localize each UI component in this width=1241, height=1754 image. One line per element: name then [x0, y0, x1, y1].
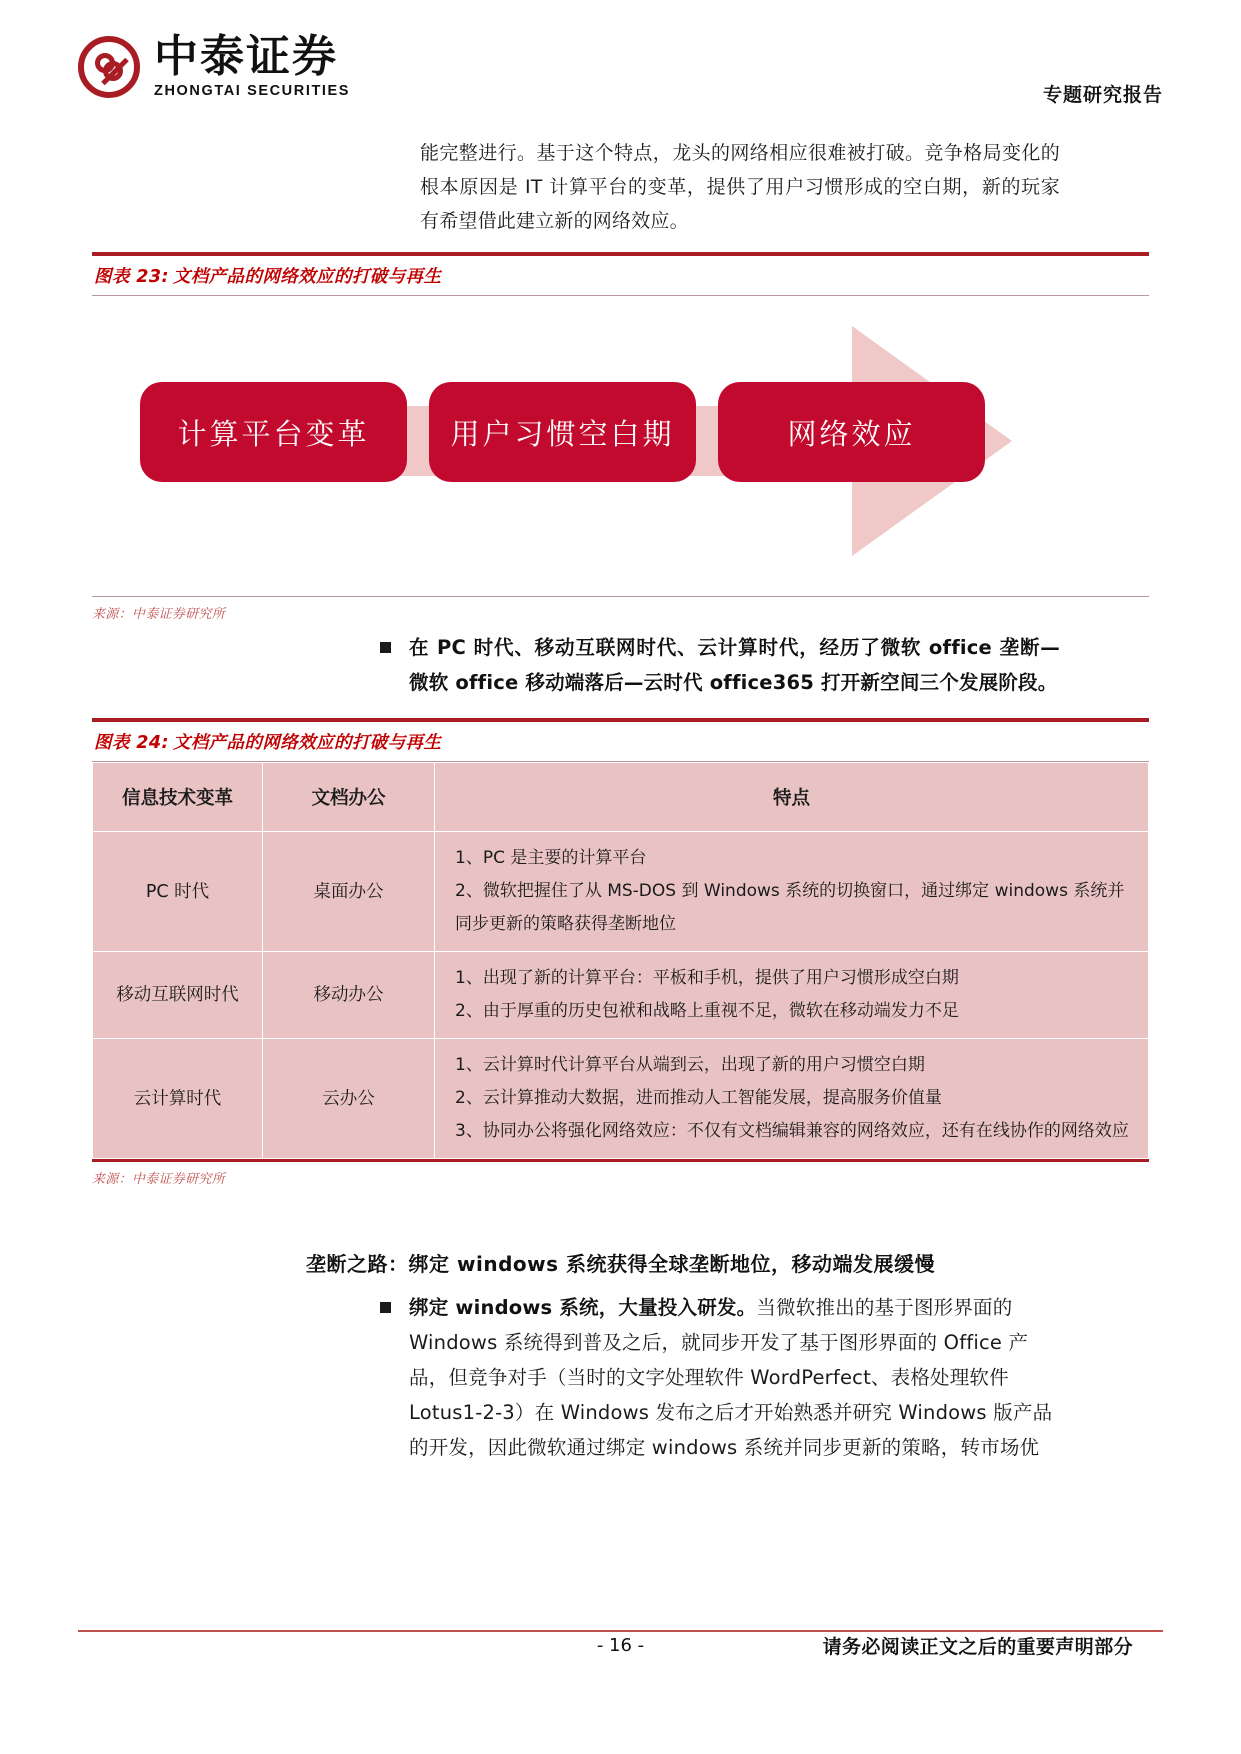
cell-office-3: 云办公: [263, 1039, 435, 1159]
stage-pill-1: 计算平台变革: [140, 382, 407, 482]
figure-23-title: 文档产品的网络效应的打破与再生: [172, 267, 442, 287]
closing-bullet-body: [409, 1290, 1060, 1465]
footer-disclaimer: 请务必阅读正文之后的重要声明部分: [822, 1635, 1133, 1658]
table-row: [93, 1039, 1149, 1159]
section-heading: 垄断之路：绑定 windows 系统获得全球垄断地位，移动端发展缓慢: [306, 1252, 935, 1276]
feature-line: 1、出现了新的计算平台：平板和手机，提供了用户习惯形成空白期: [455, 968, 959, 988]
cell-tech-3: 云计算时代: [93, 1039, 263, 1159]
cell-features-1: [435, 832, 1149, 952]
feature-line: 1、PC 是主要的计算平台: [455, 848, 647, 868]
figure-24-caption: [92, 722, 1149, 761]
figure-23: [92, 252, 1149, 622]
cell-features-3: [435, 1039, 1149, 1159]
brand-name-en: ZHONGTAI SECURITIES: [154, 83, 351, 100]
tech-evolution-table: [92, 762, 1149, 1159]
figure-23-caption: [92, 256, 1149, 295]
stage-pill-row: [140, 382, 985, 482]
page-header: [78, 31, 1163, 120]
column-header-office: 文档办公: [263, 763, 435, 832]
figure-24: [92, 718, 1149, 1187]
cell-office-1: 桌面办公: [263, 832, 435, 952]
table-header-row: [93, 763, 1149, 832]
feature-line: 2、由于厚重的历史包袱和战略上重视不足，微软在移动端发力不足: [455, 1001, 959, 1021]
cell-features-2: [435, 952, 1149, 1039]
feature-line: 2、微软把握住了从 MS-DOS 到 Windows 系统的切换窗口，通过绑定 windows 系统并同步更新的策略获得垄断地位: [455, 881, 1125, 934]
table-row: [93, 832, 1149, 952]
figure-23-source: 来源：中泰证券研究所: [92, 607, 226, 622]
page-number: - 16 -: [596, 1634, 645, 1656]
figure-24-title: 文档产品的网络效应的打破与再生: [172, 733, 442, 753]
mid-bullet-block: [380, 630, 1060, 700]
feature-line: 3、协同办公将强化网络效应：不仅有文档编辑兼容的网络效应，还有在线协作的网络效应: [455, 1121, 1129, 1141]
cell-office-2: 移动办公: [263, 952, 435, 1039]
figure-23-label: 图表 23:: [94, 267, 169, 287]
stage-pill-2: 用户习惯空白期: [429, 382, 696, 482]
figure-24-label: 图表 24:: [94, 733, 169, 753]
brand-text: [154, 31, 351, 100]
figure-24-source: 来源：中泰证券研究所: [92, 1172, 226, 1187]
section-heading-block: [92, 1248, 1149, 1277]
mid-bullet-row: [380, 630, 1060, 700]
closing-bullet-row: [380, 1290, 1060, 1465]
table-row: [93, 952, 1149, 1039]
brand-name-cn: 中泰证券: [154, 31, 338, 82]
cell-tech-1: PC 时代: [93, 832, 263, 952]
closing-bullet-text: 当微软推出的基于图形界面的 Windows 系统得到普及之后，就同步开发了基于图形界面的 Office 产品，但竞争对手（当时的文字处理软件 WordPerfect、表格处理软件 Lotus1-2-3）在 Windows 发布之后才开始熟悉并研究 Windows 版产品的开发，因此微软通过绑定 windows 系统并同步更新的策略，转市场优: [409, 1296, 1053, 1459]
cell-tech-2: 移动互联网时代: [93, 952, 263, 1039]
logo-bar-shape: [101, 57, 129, 85]
zhongtai-logo-icon: [78, 36, 140, 98]
closing-bullet-block: [380, 1290, 1060, 1465]
feature-line: 2、云计算推动大数据，进而推动人工智能发展，提高服务价值量: [455, 1088, 942, 1108]
intro-paragraph-block: [420, 136, 1060, 238]
column-header-features: 特点: [435, 763, 1149, 832]
stage-pill-3: 网络效应: [718, 382, 985, 482]
report-type-label: 专题研究报告: [1042, 84, 1163, 106]
intro-paragraph: 能完整进行。基于这个特点，龙头的网络相应很难被打破。竞争格局变化的根本原因是 IT 计算平台的变革，提供了用户习惯形成的空白期，新的玩家有希望借此建立新的网络效应。: [420, 142, 1060, 232]
brand-logo: [78, 31, 351, 100]
feature-line: 1、云计算时代计算平台从端到云，出现了新的用户习惯空白期: [455, 1055, 925, 1075]
mid-bullet-text: 在 PC 时代、移动互联网时代、云计算时代，经历了微软 office 垄断—微软 office 移动端落后—云时代 office365 打开新空间三个发展阶段。: [409, 636, 1060, 694]
bullet-square-icon: [380, 642, 391, 653]
bullet-square-icon: [380, 1302, 391, 1313]
column-header-tech: 信息技术变革: [93, 763, 263, 832]
figure-23-diagram: [92, 296, 1149, 596]
closing-bullet-lead: 绑定 windows 系统，大量投入研发。: [409, 1296, 757, 1319]
